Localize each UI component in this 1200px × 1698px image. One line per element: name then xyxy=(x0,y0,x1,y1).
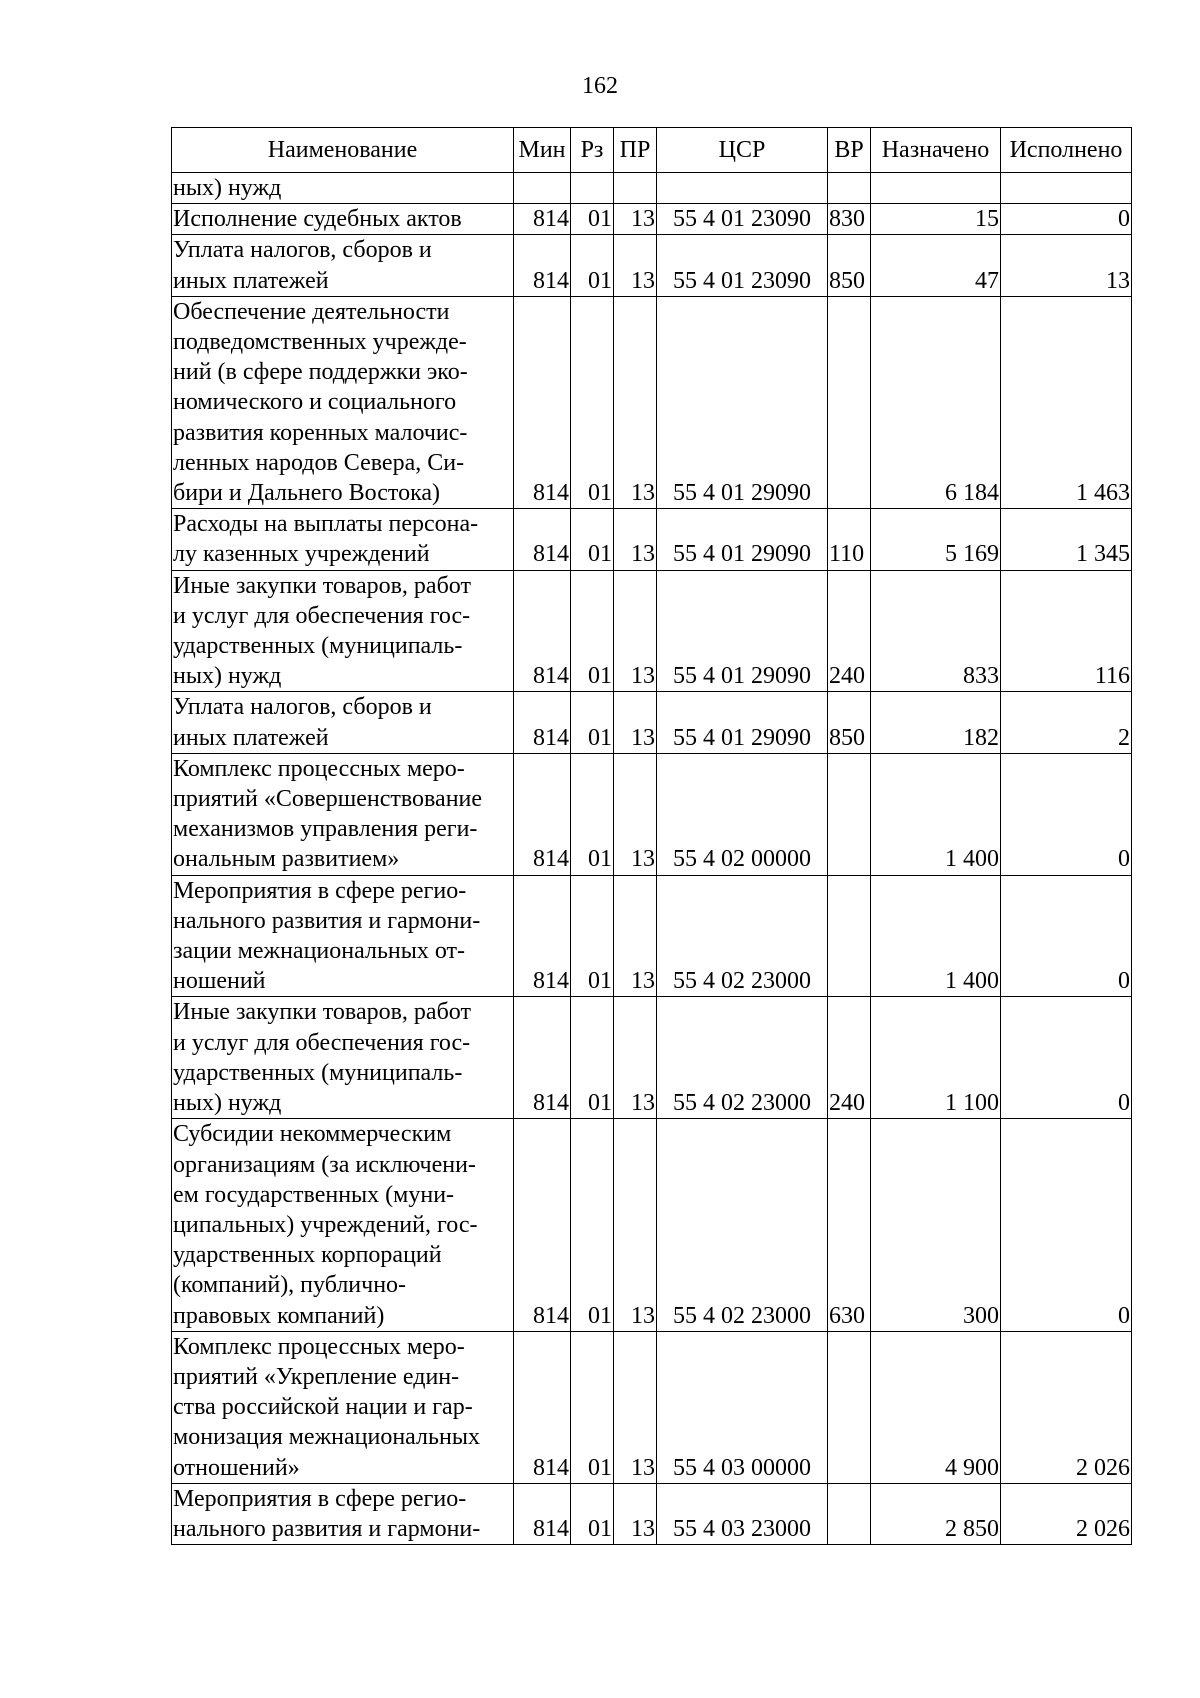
row-name-text: Исполнение судебных актов xyxy=(173,206,462,233)
cell-csr: 55 4 02 23000 xyxy=(657,1119,828,1331)
cell-name xyxy=(172,997,514,1119)
header-csr: ЦСР xyxy=(657,128,828,173)
table-row xyxy=(172,997,1132,1119)
cell-name xyxy=(172,1119,514,1331)
cell-rz: 01 xyxy=(571,570,614,692)
cell-executed: 13 xyxy=(1001,235,1132,296)
cell-rz: 01 xyxy=(571,692,614,753)
cell-rz: 01 xyxy=(571,509,614,570)
table-header-row xyxy=(172,128,1132,173)
cell-assigned: 5 169 xyxy=(871,509,1001,570)
cell-csr: 55 4 01 23090 xyxy=(657,235,828,296)
cell-min: 814 xyxy=(514,875,571,997)
cell-name xyxy=(172,875,514,997)
cell-vr: 240 xyxy=(828,997,871,1119)
table-row xyxy=(172,235,1132,296)
cell-min: 814 xyxy=(514,235,571,296)
row-name-text: Комплекс процессных меро- приятий «Укрепление един- ства российской нации и гар- монизация межнациональных отношений» xyxy=(173,1333,480,1481)
table-row xyxy=(172,692,1132,753)
cell-csr: 55 4 02 23000 xyxy=(657,875,828,997)
cell-assigned: 6 184 xyxy=(871,296,1001,508)
table-row xyxy=(172,753,1132,875)
cell-vr xyxy=(828,1483,871,1544)
cell-pr: 13 xyxy=(614,997,657,1119)
cell-name xyxy=(172,753,514,875)
cell-name xyxy=(172,296,514,508)
table-row xyxy=(172,173,1132,204)
cell-pr: 13 xyxy=(614,692,657,753)
cell-pr: 13 xyxy=(614,1483,657,1544)
cell-vr: 110 xyxy=(828,509,871,570)
header-pr: ПР xyxy=(614,128,657,173)
cell-assigned: 2 850 xyxy=(871,1483,1001,1544)
header-name: Наименование xyxy=(172,128,514,173)
header-executed: Исполнено xyxy=(1001,128,1132,173)
cell-rz xyxy=(571,173,614,204)
cell-name xyxy=(172,509,514,570)
cell-executed: 1 463 xyxy=(1001,296,1132,508)
cell-pr: 13 xyxy=(614,753,657,875)
row-name-text: Иные закупки товаров, работ и услуг для обеспечения гос- ударственных (муниципаль- ных) нужд xyxy=(173,572,471,690)
cell-vr xyxy=(828,753,871,875)
cell-pr: 13 xyxy=(614,1331,657,1483)
cell-assigned: 833 xyxy=(871,570,1001,692)
cell-name xyxy=(172,235,514,296)
cell-assigned: 182 xyxy=(871,692,1001,753)
cell-rz: 01 xyxy=(571,235,614,296)
cell-rz: 01 xyxy=(571,204,614,235)
budget-table xyxy=(171,127,1132,1545)
cell-pr: 13 xyxy=(614,204,657,235)
table-row xyxy=(172,1483,1132,1544)
cell-assigned: 1 400 xyxy=(871,875,1001,997)
cell-assigned: 15 xyxy=(871,204,1001,235)
row-name-text: ных) нужд xyxy=(173,175,282,201)
cell-executed: 1 345 xyxy=(1001,509,1132,570)
table-row xyxy=(172,1119,1132,1331)
table-row xyxy=(172,1331,1132,1483)
cell-min: 814 xyxy=(514,692,571,753)
page-number: 162 xyxy=(582,73,618,99)
cell-vr: 850 xyxy=(828,692,871,753)
cell-pr: 13 xyxy=(614,570,657,692)
cell-rz: 01 xyxy=(571,997,614,1119)
cell-name xyxy=(172,692,514,753)
cell-name xyxy=(172,1483,514,1544)
cell-rz: 01 xyxy=(571,1483,614,1544)
table-body xyxy=(172,173,1132,1545)
header-min: Мин xyxy=(514,128,571,173)
row-name-text: Субсидии некоммерческим организациям (за исключени- ем государственных (муни- ципальных) учреждений, гос- ударственных корпораций (компаний), публично- правовых компаний) xyxy=(173,1121,478,1329)
row-name-text: Иные закупки товаров, работ и услуг для обеспечения гос- ударственных (муниципаль- ных) нужд xyxy=(173,999,471,1117)
cell-vr xyxy=(828,296,871,508)
row-name-text: Комплекс процессных меро- приятий «Совершенствование механизмов управления реги- ональным развитием» xyxy=(173,755,483,873)
cell-min: 814 xyxy=(514,1119,571,1331)
cell-vr: 850 xyxy=(828,235,871,296)
cell-min: 814 xyxy=(514,1483,571,1544)
cell-name xyxy=(172,570,514,692)
cell-vr: 630 xyxy=(828,1119,871,1331)
cell-assigned: 4 900 xyxy=(871,1331,1001,1483)
row-name-text: Уплата налогов, сборов и иных платежей xyxy=(173,237,432,294)
cell-name xyxy=(172,173,514,204)
row-name-text: Обеспечение деятельности подведомственных учрежде- ний (в сфере поддержки эко- номического и социального развития коренных малочис- ленных народов Севера, Си- бири и Дальнего Востока) xyxy=(173,298,468,507)
cell-executed: 0 xyxy=(1001,1119,1132,1331)
cell-rz: 01 xyxy=(571,1331,614,1483)
cell-executed: 2 xyxy=(1001,692,1132,753)
cell-pr xyxy=(614,173,657,204)
row-name-text: Мероприятия в сфере регио- нального развития и гармони- xyxy=(173,1485,481,1542)
cell-executed: 2 026 xyxy=(1001,1331,1132,1483)
cell-name xyxy=(172,1331,514,1483)
cell-executed: 116 xyxy=(1001,570,1132,692)
table-row xyxy=(172,875,1132,997)
cell-vr xyxy=(828,1331,871,1483)
table-row xyxy=(172,296,1132,508)
table-row xyxy=(172,204,1132,235)
cell-csr: 55 4 01 29090 xyxy=(657,692,828,753)
cell-executed xyxy=(1001,173,1132,204)
cell-csr: 55 4 03 23000 xyxy=(657,1483,828,1544)
cell-executed: 0 xyxy=(1001,997,1132,1119)
cell-pr: 13 xyxy=(614,509,657,570)
cell-assigned: 1 100 xyxy=(871,997,1001,1119)
cell-vr: 830 xyxy=(828,204,871,235)
cell-csr: 55 4 01 29090 xyxy=(657,509,828,570)
row-name-text: Уплата налогов, сборов и иных платежей xyxy=(173,694,432,751)
cell-pr: 13 xyxy=(614,296,657,508)
cell-csr: 55 4 02 23000 xyxy=(657,997,828,1119)
row-name-text: Мероприятия в сфере регио- нального развития и гармони- зации межнациональных от- ношений xyxy=(173,877,481,995)
cell-assigned: 47 xyxy=(871,235,1001,296)
cell-pr: 13 xyxy=(614,1119,657,1331)
cell-executed: 0 xyxy=(1001,753,1132,875)
cell-csr: 55 4 03 00000 xyxy=(657,1331,828,1483)
header-assigned: Назначено xyxy=(871,128,1001,173)
cell-assigned: 300 xyxy=(871,1119,1001,1331)
cell-csr xyxy=(657,173,828,204)
cell-csr: 55 4 01 29090 xyxy=(657,570,828,692)
cell-vr: 240 xyxy=(828,570,871,692)
header-vr: ВР xyxy=(828,128,871,173)
cell-executed: 0 xyxy=(1001,875,1132,997)
cell-rz: 01 xyxy=(571,753,614,875)
cell-vr xyxy=(828,173,871,204)
cell-min: 814 xyxy=(514,997,571,1119)
cell-csr: 55 4 01 23090 xyxy=(657,204,828,235)
cell-executed: 0 xyxy=(1001,204,1132,235)
cell-min: 814 xyxy=(514,509,571,570)
cell-assigned xyxy=(871,173,1001,204)
row-name-text: Расходы на выплаты персона- лу казенных учреждений xyxy=(173,511,479,568)
table-row xyxy=(172,509,1132,570)
cell-pr: 13 xyxy=(614,235,657,296)
cell-min: 814 xyxy=(514,1331,571,1483)
cell-rz: 01 xyxy=(571,875,614,997)
header-rz: Рз xyxy=(571,128,614,173)
cell-vr xyxy=(828,875,871,997)
cell-min xyxy=(514,173,571,204)
cell-pr: 13 xyxy=(614,875,657,997)
cell-rz: 01 xyxy=(571,296,614,508)
cell-name xyxy=(172,204,514,235)
cell-csr: 55 4 02 00000 xyxy=(657,753,828,875)
cell-min: 814 xyxy=(514,296,571,508)
cell-executed: 2 026 xyxy=(1001,1483,1132,1544)
table-row xyxy=(172,570,1132,692)
cell-assigned: 1 400 xyxy=(871,753,1001,875)
cell-min: 814 xyxy=(514,570,571,692)
cell-min: 814 xyxy=(514,204,571,235)
cell-csr: 55 4 01 29090 xyxy=(657,296,828,508)
cell-min: 814 xyxy=(514,753,571,875)
cell-rz: 01 xyxy=(571,1119,614,1331)
